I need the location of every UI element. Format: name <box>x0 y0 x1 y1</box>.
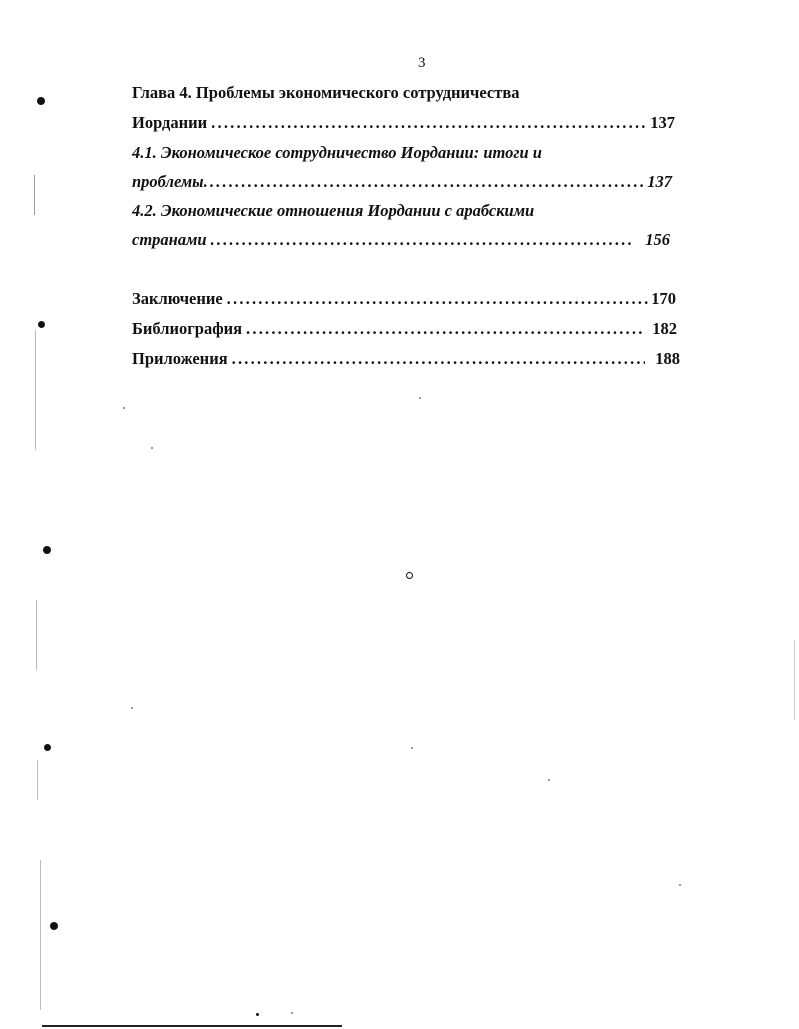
scan-speck <box>151 447 153 449</box>
scan-speck <box>131 707 133 709</box>
scan-bottom-edge <box>42 1025 342 1027</box>
toc-conclusion-title: Заключение <box>132 289 223 308</box>
scan-edge-line <box>794 640 795 720</box>
toc-bibliography-title: Библиография <box>132 319 243 338</box>
leader-dots <box>204 172 644 192</box>
toc-section4-1-page: 137 <box>647 172 672 191</box>
toc-section4-2-entry[interactable] <box>132 230 670 250</box>
stray-dot <box>256 1013 259 1016</box>
toc-chapter4-title: Глава 4. Проблемы экономического сотрудничества <box>132 83 520 102</box>
binder-hole-mark <box>44 744 51 751</box>
toc-bibliography-page: 182 <box>652 319 677 338</box>
binder-hole-mark <box>37 97 45 105</box>
toc-section4-2-page: 156 <box>645 230 670 249</box>
scan-edge-line <box>34 175 35 215</box>
binder-hole-mark <box>43 546 51 554</box>
scan-speck <box>411 747 413 749</box>
scan-edge-line <box>35 330 36 450</box>
toc-bibliography-entry[interactable] <box>132 319 677 339</box>
binder-hole-mark <box>38 321 45 328</box>
leader-dots <box>246 319 642 339</box>
scan-edge-line <box>36 600 37 670</box>
toc-conclusion-page: 170 <box>651 289 676 308</box>
toc-section4-2-title-continued: странами <box>132 230 207 249</box>
scan-speck <box>419 397 421 399</box>
scan-speck <box>123 407 125 409</box>
toc-section4-1-entry[interactable] <box>132 172 672 192</box>
scan-speck <box>291 1012 293 1014</box>
leader-dots <box>211 230 634 250</box>
toc-section4-1-title: 4.1. Экономическое сотрудничество Иордании: итоги и <box>132 143 542 162</box>
toc-chapter4-page: 137 <box>650 113 675 132</box>
toc-section4-1-title-continued: проблемы <box>132 172 204 191</box>
toc-conclusion-entry[interactable] <box>132 289 676 309</box>
leader-dots <box>232 349 646 369</box>
binder-hole-mark <box>50 922 58 930</box>
scan-edge-line <box>37 760 38 800</box>
scan-speck <box>679 884 681 886</box>
toc-appendices-title: Приложения <box>132 349 228 368</box>
stray-ring-mark <box>406 572 413 579</box>
toc-chapter4-entry[interactable] <box>132 113 675 133</box>
scan-edge-line <box>40 860 41 1010</box>
leader-dots <box>227 289 652 309</box>
leader-dots <box>211 113 646 133</box>
toc-section4-2-title: 4.2. Экономические отношения Иордании с арабскими <box>132 201 535 220</box>
toc-chapter4-title-continued: Иордании <box>132 113 208 132</box>
scan-speck <box>548 779 550 781</box>
toc-appendices-page: 188 <box>655 349 680 368</box>
page-number: 3 <box>418 55 426 71</box>
toc-appendices-entry[interactable] <box>132 349 680 369</box>
